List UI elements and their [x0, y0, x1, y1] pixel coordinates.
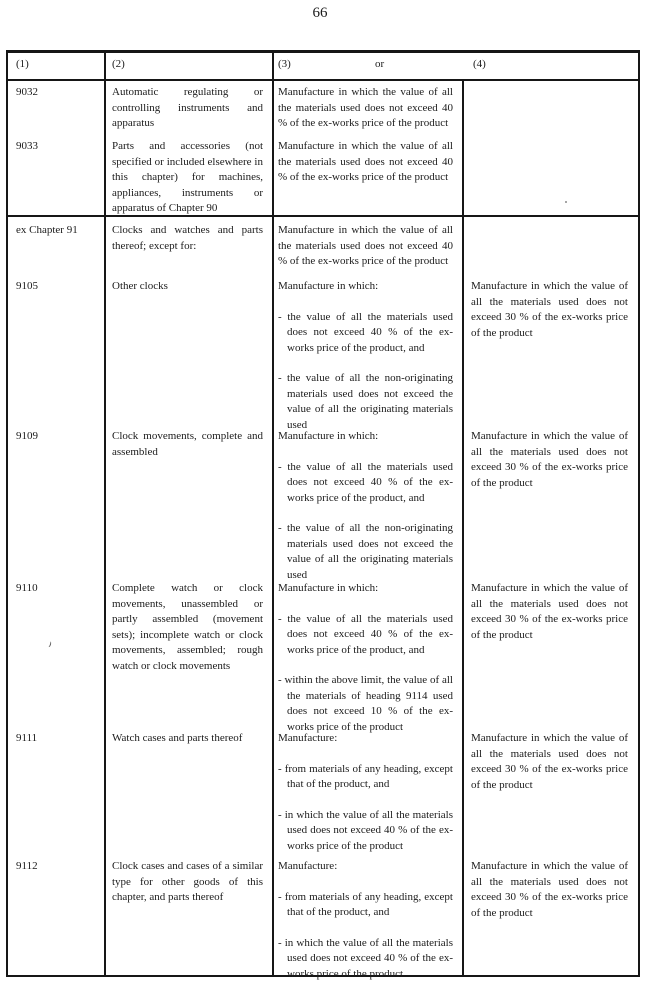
row-9033-rule — [272, 139, 462, 186]
rules-of-origin-table — [6, 50, 640, 980]
row-9110-alt-rule — [462, 581, 638, 643]
column-header-3-or-4 — [272, 57, 638, 79]
row-9032-description: Automatic regulating or controlling instruments and apparatus — [112, 86, 263, 129]
row-9105-heading: 9105 — [16, 280, 38, 292]
row-9105-description: Other clocks — [112, 280, 168, 292]
row-9110-description: Complete watch or clock movements, unassembled or partly assembled (movement sets); incomplete watch or clock movements, assembled; rough watch or clock movements — [112, 582, 263, 672]
row-9110-rule — [272, 581, 462, 735]
rule-bullet: - in which the value of all the materials used does not exceed 40 % of the ex-works price of the product — [278, 808, 453, 852]
column-header-1: (1) — [16, 58, 29, 70]
column-header-3: (3) — [278, 58, 291, 70]
row-9109-description: Clock movements, complete and assembled — [112, 430, 263, 458]
row-ex-chapter-91-rule — [272, 223, 462, 270]
rule-intro: Manufacture: — [278, 860, 338, 872]
rule-bullet: - from materials of any heading, except that of the product, and — [278, 762, 453, 790]
row-9032-rule — [272, 85, 462, 132]
row-9112-alt-rule — [462, 859, 638, 921]
row-9112-rule — [272, 859, 462, 982]
rule-bullet: - from materials of any heading, except that of the product, and — [278, 890, 453, 918]
rule-intro: Manufacture: — [278, 732, 338, 744]
row-ex-chapter-91-heading: ex Chapter 91 — [16, 224, 78, 236]
row-9111-heading: 9111 — [16, 732, 38, 744]
rule-bullet: - the value of all the non-originating materials used does not exceed the value of all the originating materials used — [278, 522, 453, 581]
rule-bullet: - the value of all the materials used does not exceed 40 % of the ex-works price of the product, and — [278, 460, 453, 504]
row-ex-chapter-91-description: Clocks and watches and parts thereof; except for: — [112, 224, 263, 252]
column-header-4: (4) — [473, 58, 486, 70]
rule-paragraph: Manufacture in which the value of all the materials used does not exceed 40 % of the ex-works price of the product — [278, 140, 453, 183]
row-9111-description: Watch cases and parts thereof — [112, 732, 243, 744]
rule-bullet: - within the above limit, the value of all the materials of heading 9114 used does not exceed 10 % of the ex-works price of the product — [278, 674, 453, 733]
row-9110-heading: 9110 — [16, 582, 38, 594]
rule-paragraph: Manufacture in which the value of all the materials used does not exceed 40 % of the ex-works price of the product — [278, 86, 453, 129]
row-9112-heading: 9112 — [16, 860, 38, 872]
row-9111-rule — [272, 731, 462, 854]
row-9112-description: Clock cases and cases of a similar type for other goods of this chapter, and parts thereof — [112, 860, 263, 903]
row-9033-heading: 9033 — [16, 140, 38, 152]
row-9109-alt-rule — [462, 429, 638, 491]
table-border-col3-col4 — [462, 79, 464, 975]
alt-rule-paragraph: Manufacture in which the value of all the materials used does not exceed 30 % of the ex-works price of the product — [471, 582, 628, 641]
alt-rule-paragraph: Manufacture in which the value of all the materials used does not exceed 30 % of the ex-works price of the product — [471, 860, 628, 919]
table-border-section-divider — [8, 215, 638, 217]
alt-rule-paragraph: Manufacture in which the value of all the materials used does not exceed 30 % of the ex-works price of the product — [471, 430, 628, 489]
row-9105-rule — [272, 279, 462, 433]
alt-rule-paragraph: Manufacture in which the value of all the materials used does not exceed 30 % of the ex-works price of the product — [471, 280, 628, 339]
row-9032-heading: 9032 — [16, 86, 38, 98]
rule-bullet: - the value of all the materials used does not exceed 40 % of the ex-works price of the product, and — [278, 310, 453, 354]
scan-speck — [565, 201, 567, 203]
alt-rule-paragraph: Manufacture in which the value of all the materials used does not exceed 30 % of the ex-works price of the product — [471, 732, 628, 791]
rule-bullet: - the value of all the non-originating materials used does not exceed the value of all the originating materials used — [278, 372, 453, 431]
table-border-header-bottom — [8, 79, 638, 81]
rule-bullet: - the value of all the materials used does not exceed 40 % of the ex-works price of the product, and — [278, 612, 453, 656]
column-header-or: or — [375, 58, 385, 70]
rule-intro: Manufacture in which: — [278, 430, 379, 442]
rule-intro: Manufacture in which: — [278, 582, 379, 594]
rule-bullet: - in which the value of all the materials used does not exceed 40 % of the ex-works price of the product — [278, 936, 453, 980]
row-9109-heading: 9109 — [16, 430, 38, 442]
rule-intro: Manufacture in which: — [278, 280, 379, 292]
page-number: 66 — [312, 5, 328, 21]
row-9105-alt-rule — [462, 279, 638, 341]
row-9111-alt-rule — [462, 731, 638, 793]
row-9109-rule — [272, 429, 462, 583]
rule-paragraph: Manufacture in which the value of all the materials used does not exceed 40 % of the ex-works price of the product — [278, 224, 453, 267]
row-9033-description: Parts and accessories (not specified or included elsewhere in this chapter) for machines, appliances, instruments or apparatus of Chapter 90 — [112, 140, 263, 214]
column-header-2: (2) — [112, 58, 125, 70]
